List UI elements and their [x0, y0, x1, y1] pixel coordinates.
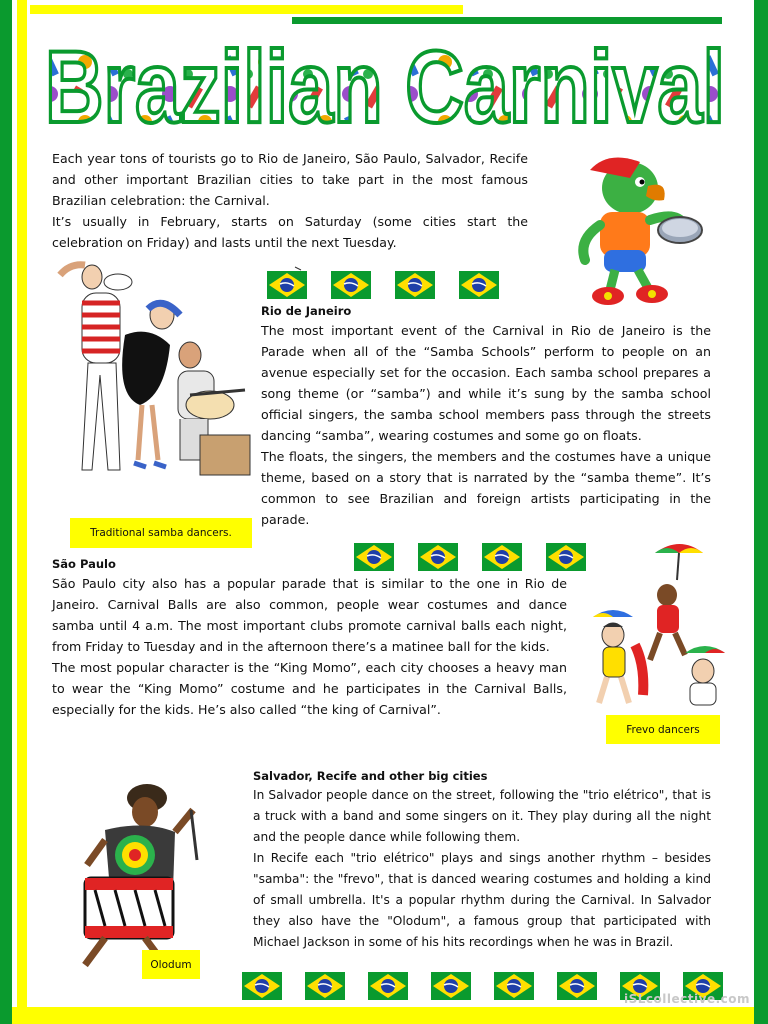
sao-paulo-paragraph-2: The most popular character is the “King Momo”, each city chooses a heavy man to wear the “King Momo” costume and he participates in the Carnival Balls, especially for the kids. He’s also called “the king of Carnival”. — [52, 660, 567, 717]
brazil-flag-icon — [393, 265, 437, 305]
right-green-bar — [754, 0, 768, 1024]
samba-dancers-icon — [30, 255, 260, 510]
brazil-flag-icon — [492, 966, 536, 1006]
brazil-flag-icon — [329, 265, 373, 305]
caption-samba-dancers: Traditional samba dancers. — [70, 518, 252, 548]
bottom-yellow-bar — [12, 1007, 754, 1024]
watermark: iSLcollective.com — [624, 992, 750, 1006]
top-yellow-bar — [30, 5, 463, 14]
brazil-flag-icon — [265, 265, 309, 305]
left-green-bar — [0, 0, 12, 1024]
brazil-flag-icon — [240, 966, 284, 1006]
parrot-icon — [560, 150, 710, 315]
page-title — [40, 22, 730, 142]
left-yellow-bar — [17, 0, 27, 1024]
flag-row-1 — [265, 265, 521, 305]
salvador-paragraph-2: In Recife each "trio elétrico" plays and sings another rhythm – besides "samba": the "frevo", that is danced wearing costumes and holding a kind of small umbrella. It's a popular rhythm during the Carnival. In Salvador they also have the "Olodum", a famous group that participated with Michael Jackson in some of his hits recordings when he was in Brazil. — [253, 851, 711, 949]
rio-heading: Rio de Janeiro — [261, 304, 352, 318]
rio-paragraph-2: The floats, the singers, the members and the costumes have a unique theme, based on a story that is narrated by the “samba theme”. It’s common to see Brazilian and foreign artists participating in the parade. — [261, 449, 711, 527]
frevo-dancers-icon — [585, 535, 740, 715]
caption-frevo-dancers: Frevo dancers — [606, 715, 720, 744]
sao-paulo-paragraph-1: São Paulo city also has a popular parade that is similar to the one in Rio de Janeiro. Carnival Balls are also common, people wear costumes and dance samba until 4 a.m. The most important clubs promote carnival balls each night, from Friday to Tuesday and in the afternoon there’s a matinee ball for the kids. — [52, 576, 567, 654]
salvador-heading: Salvador, Recife and other big cities — [253, 769, 488, 783]
rio-section — [261, 303, 711, 530]
salvador-section — [253, 768, 711, 953]
sao-paulo-section — [52, 556, 567, 720]
sao-paulo-heading: São Paulo — [52, 557, 116, 571]
brazil-flag-icon — [457, 265, 501, 305]
caption-olodum: Olodum — [142, 950, 200, 979]
brazil-flag-icon — [555, 966, 599, 1006]
drummer-icon — [65, 770, 215, 980]
brazil-flag-icon — [303, 966, 347, 1006]
rio-paragraph-1: The most important event of the Carnival in Rio de Janeiro is the Parade when all of the “Samba Schools” perform to people on an avenue especially set for the occasion. Each samba school prepares a song theme (or “samba”) and while it’s sung by the samba school official singers, the samba school members pass through the streets dancing “samba”, wearing costumes and some go on floats. — [261, 323, 711, 443]
intro-text — [52, 148, 528, 253]
brazil-flag-icon — [366, 966, 410, 1006]
brazil-flag-icon — [429, 966, 473, 1006]
intro-paragraph-2: It’s usually in February, starts on Saturday (some cities start the celebration on Friday) and lasts until the next Tuesday. — [52, 214, 528, 250]
title-text: Brazilian Carnival — [45, 30, 725, 142]
intro-paragraph-1: Each year tons of tourists go to Rio de Janeiro, São Paulo, Salvador, Recife and other important Brazilian cities to take part in the most famous Brazilian celebration: the Carnival. — [52, 151, 528, 208]
salvador-paragraph-1: In Salvador people dance on the street, following the "trio elétrico", that is a truck with a band and some singers on it. They play during all the night and the people dance while following them. — [253, 788, 711, 844]
